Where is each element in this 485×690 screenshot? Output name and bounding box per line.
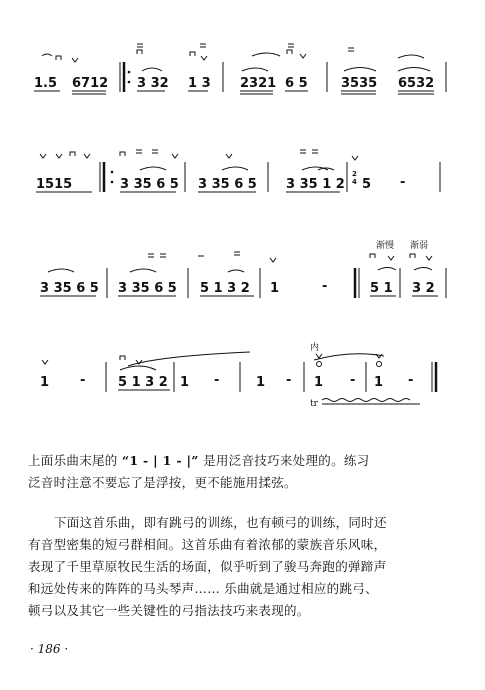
note-group: 3 2 <box>412 281 435 296</box>
text-segment: 是用泛音技巧来处理的。练习 <box>203 453 370 468</box>
svg-text:2: 2 <box>352 170 357 178</box>
note-group: 3 35 6 5 <box>120 177 179 192</box>
trill-mark: tr <box>310 399 318 409</box>
note-group: 1.5 <box>34 76 58 91</box>
note-group: 6712 <box>72 76 109 91</box>
note-group: 1515 <box>36 177 73 192</box>
score-line-4 <box>0 330 485 450</box>
paragraph-harmonics <box>28 450 468 494</box>
note-group: 2321 <box>240 76 277 91</box>
inline-notation: “1 - | 1 - |” <box>121 453 199 468</box>
note-group: - <box>80 373 86 388</box>
note-group: 3535 <box>341 76 378 91</box>
paragraph-line: 有音型密集的短弓群相间。这首乐曲有着浓郁的蒙族音乐风味， <box>28 537 387 552</box>
note-group: - <box>408 373 414 388</box>
note-group: 6 5 <box>285 76 308 91</box>
note-group: 3 35 6 5 <box>198 177 257 192</box>
note-group: 6532 <box>398 76 435 91</box>
note-group: 1 3 <box>188 76 211 91</box>
note-group: - <box>214 373 220 388</box>
paragraph-piece-intro <box>28 512 468 622</box>
score-line-1 <box>0 0 485 120</box>
note-group: 1 <box>314 375 324 390</box>
note-group: 1 <box>40 375 50 390</box>
note-group: 1 <box>256 375 266 390</box>
svg-text:4: 4 <box>352 178 357 186</box>
note-group: - <box>286 373 292 388</box>
note-group: 3 32 <box>137 76 169 91</box>
note-group: 5 1 3 2 <box>200 281 250 296</box>
tempo-mark: 渐慢 <box>376 241 395 251</box>
note-group: 5 1 3 2 <box>118 375 168 390</box>
note-group: 1 <box>374 375 384 390</box>
paragraph-line: 泛音时注意不要忘了是浮按，更不能施用揉弦。 <box>28 475 297 490</box>
tempo-mark: 渐弱 <box>410 241 429 251</box>
note-group: - <box>322 279 328 294</box>
paragraph-line: 和远处传来的阵阵的马头琴声…… 乐曲就是通过相应的跳弓、 <box>28 581 378 596</box>
score-line-2 <box>0 110 485 230</box>
note-group: 5 <box>362 177 372 192</box>
note-group: 3 35 6 5 <box>40 281 99 296</box>
paragraph-line: 顿弓以及其它一些关键性的弓指法技巧来表现的。 <box>28 603 310 618</box>
note-group: 5 1 <box>370 281 393 296</box>
technique-mark: 内 <box>310 343 320 353</box>
score-line-2-notation <box>0 110 485 230</box>
paragraph-line: 表现了千里草原牧民生活的场面，似乎听到了骏马奔跑的弹蹄声 <box>28 559 387 574</box>
paragraph-line: 下面这首乐曲，即有跳弓的训练，也有顿弓的训练，同时还 <box>54 515 387 530</box>
note-group: - <box>350 373 356 388</box>
text-segment: 上面乐曲末尾的 <box>28 453 118 468</box>
page-number: · 186 · <box>30 642 69 656</box>
score-line-4-notation <box>0 330 485 450</box>
note-group: - <box>400 175 406 190</box>
paragraph-line <box>28 450 468 472</box>
score-line-3 <box>0 222 485 342</box>
note-group: 3 35 6 5 <box>118 281 177 296</box>
score-line-3-notation <box>0 222 485 342</box>
note-group: 1 <box>270 281 280 296</box>
note-group: 3 35 1 2 <box>286 177 345 192</box>
score-line-1-notation <box>0 0 485 120</box>
note-group: 1 <box>180 375 190 390</box>
